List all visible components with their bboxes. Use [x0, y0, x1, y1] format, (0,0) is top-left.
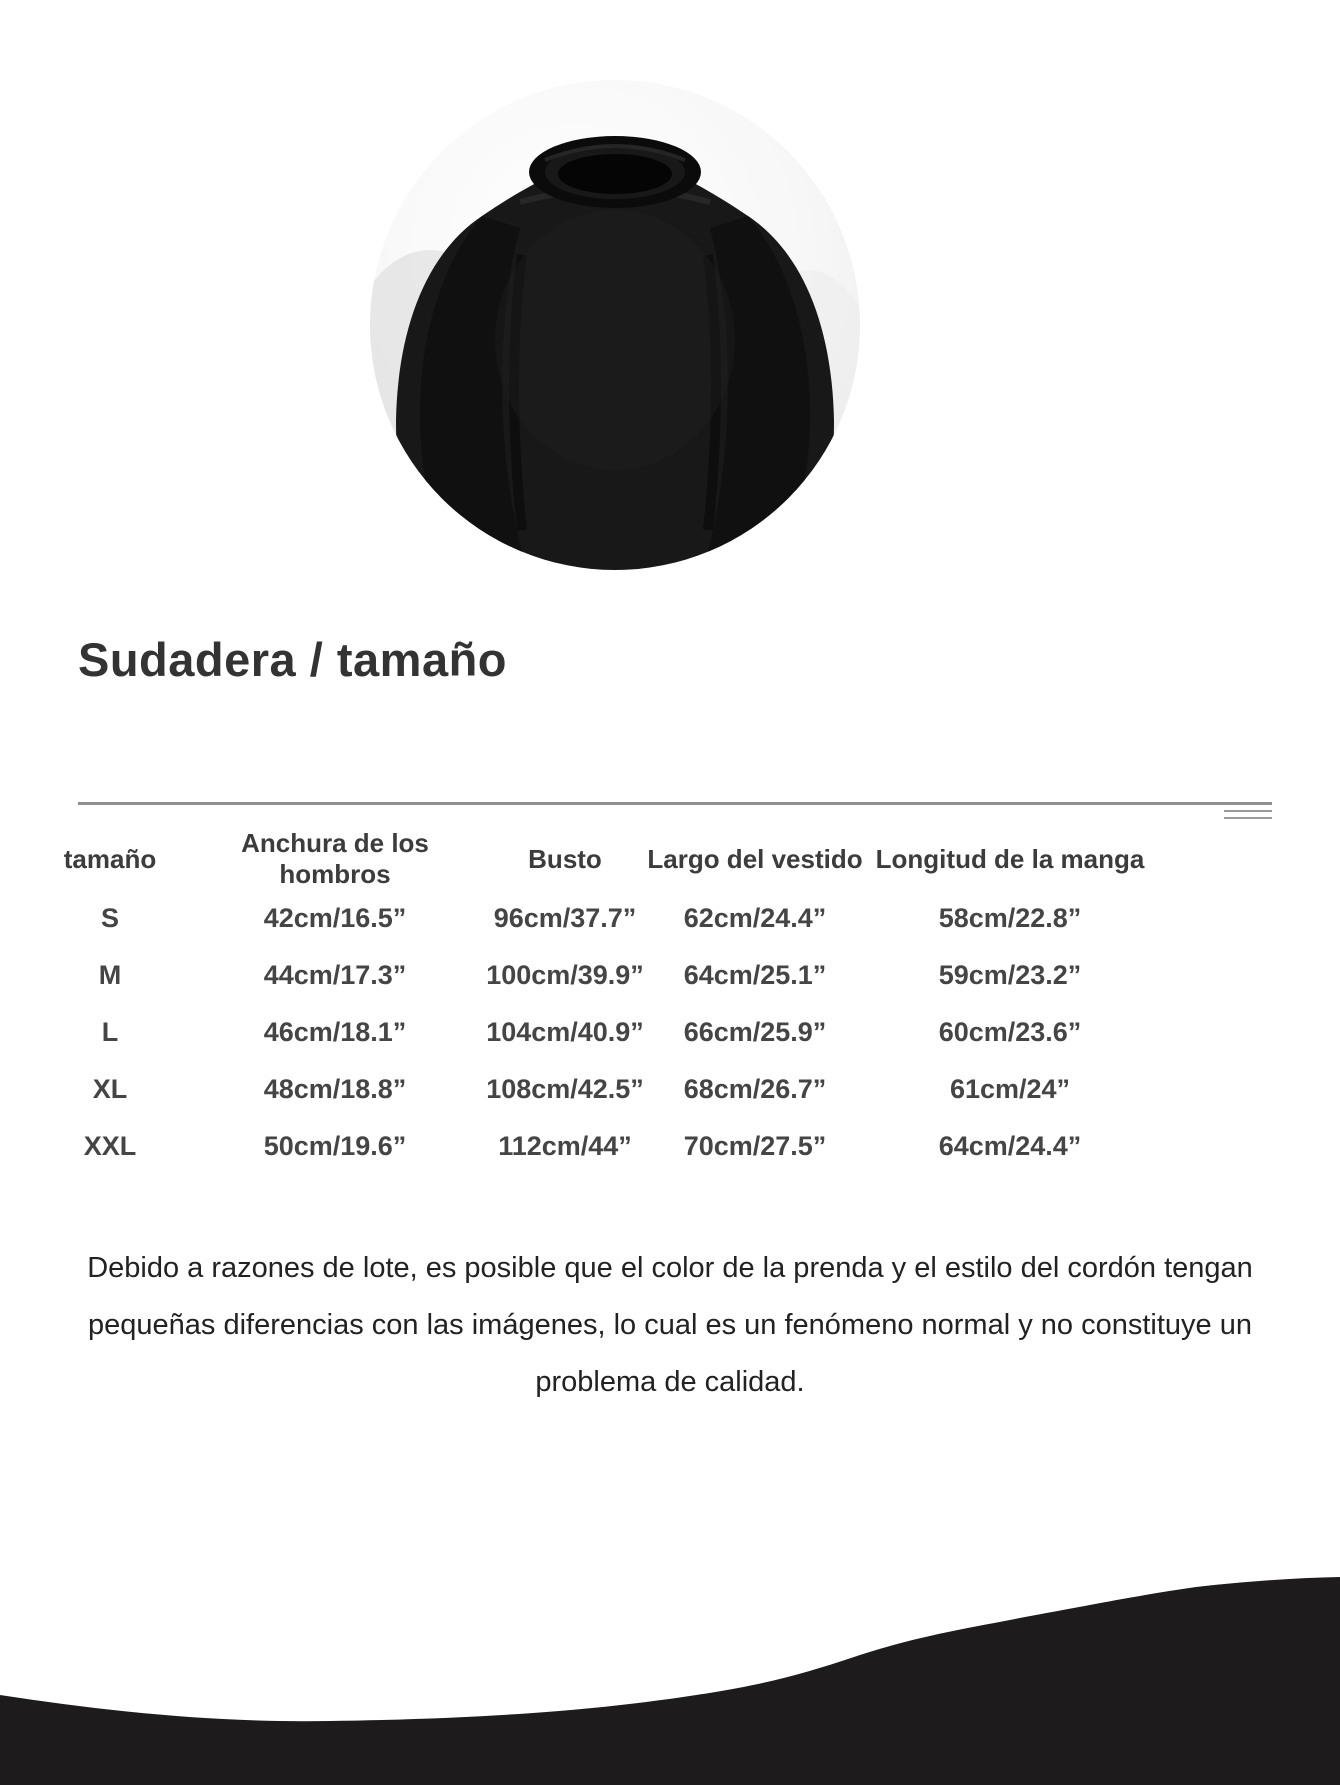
measurement-cell: 44cm/17.3”: [263, 960, 407, 990]
size-cell: XL: [92, 1074, 128, 1104]
measurement-cell: 104cm/40.9”: [486, 1017, 644, 1047]
table-row: [35, 1061, 1155, 1118]
measurement-cell: 50cm/19.6”: [263, 1131, 407, 1161]
column-header-sleeve: Longitud de la manga: [875, 843, 1145, 874]
measurement-cell: 48cm/18.8”: [263, 1074, 407, 1104]
column-header-length: Largo del vestido: [647, 843, 863, 874]
measurement-cell: 46cm/18.1”: [263, 1017, 407, 1047]
table-row: [35, 947, 1155, 1004]
table-row: [35, 1004, 1155, 1061]
footer-wave: [0, 1540, 1340, 1785]
table-row: [35, 890, 1155, 947]
size-cell: L: [101, 1017, 119, 1047]
measurement-cell: 100cm/39.9”: [486, 960, 644, 990]
collar-opening: [558, 154, 672, 194]
divider-accent-line: [1224, 810, 1272, 812]
hero-image: [370, 80, 860, 570]
size-table: [35, 828, 1155, 1175]
measurement-cell: 42cm/16.5”: [263, 903, 407, 933]
chest-sheen: [495, 210, 735, 470]
sweatshirt-photo: [370, 80, 860, 570]
column-header-shoulder: Anchura de los hombros: [241, 828, 429, 889]
page-title: Sudadera / tamaño: [78, 633, 507, 686]
column-header-size: tamaño: [63, 843, 157, 874]
measurement-cell: 62cm/24.4”: [683, 903, 827, 933]
measurement-cell: 68cm/26.7”: [683, 1074, 827, 1104]
wave-shape: [0, 1540, 1340, 1785]
disclaimer-text: Debido a razones de lote, es posible que el color de la prenda y el estilo del cordón tengan pequeñas diferencias con las imágenes, lo cual es un fenómeno normal y no constituye un problema de calidad.: [87, 1252, 1253, 1398]
column-header-bust: Busto: [528, 843, 602, 874]
measurement-cell: 66cm/25.9”: [683, 1017, 827, 1047]
measurement-cell: 58cm/22.8”: [938, 903, 1082, 933]
measurement-cell: 61cm/24”: [949, 1074, 1071, 1104]
header-row: [35, 828, 1155, 890]
measurement-cell: 112cm/44”: [498, 1131, 632, 1161]
divider-accent-line: [1224, 817, 1272, 819]
measurement-cell: 59cm/23.2”: [938, 960, 1082, 990]
measurement-cell: 64cm/24.4”: [938, 1131, 1082, 1161]
size-cell: S: [100, 903, 119, 933]
table-row: [35, 1118, 1155, 1175]
measurement-cell: 108cm/42.5”: [486, 1074, 644, 1104]
measurement-cell: 60cm/23.6”: [938, 1017, 1082, 1047]
measurement-cell: 70cm/27.5”: [683, 1131, 827, 1161]
size-cell: XXL: [83, 1131, 137, 1161]
size-cell: M: [98, 960, 122, 990]
measurement-cell: 64cm/25.1”: [683, 960, 827, 990]
measurement-cell: 96cm/37.7”: [493, 903, 637, 933]
title-divider: [78, 802, 1272, 805]
